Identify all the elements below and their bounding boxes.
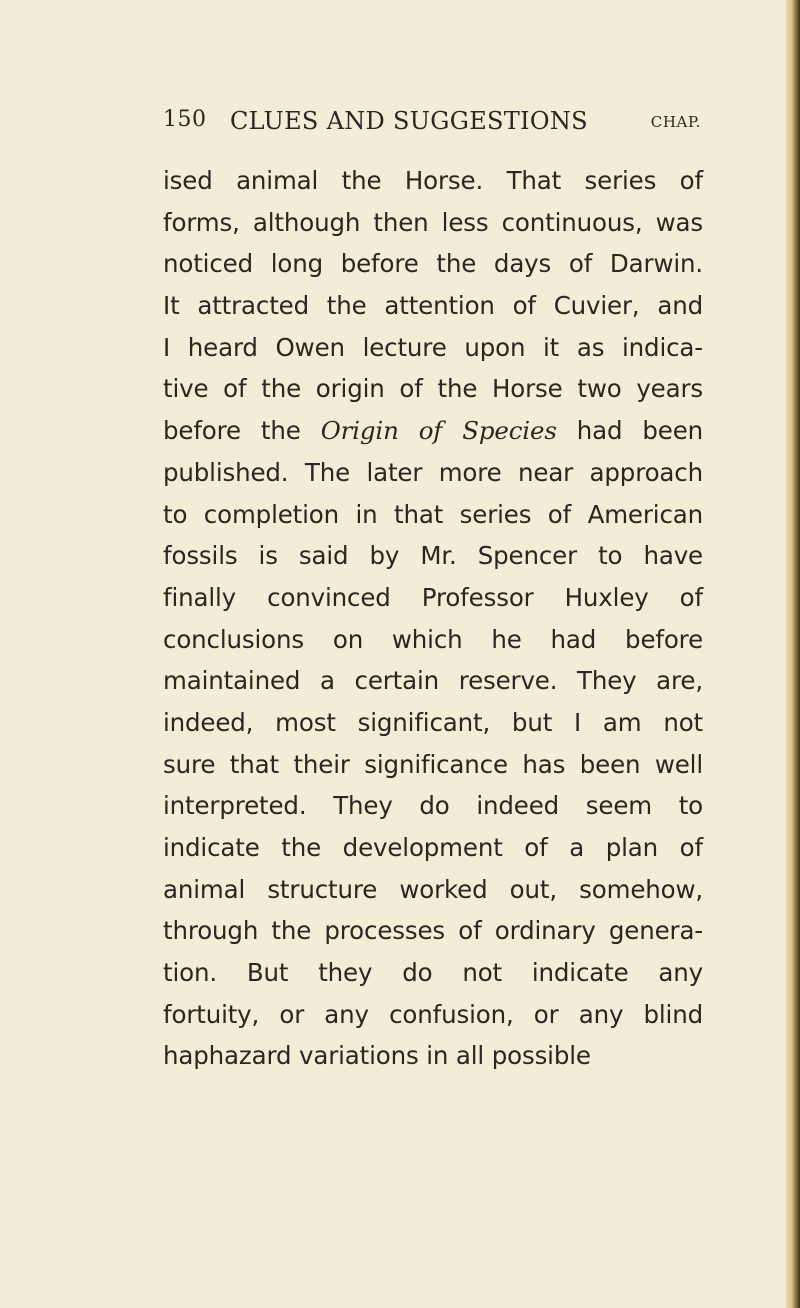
text-line: haphazard variations in all possible	[163, 1041, 591, 1071]
chapter-label: CHAP.	[650, 113, 701, 131]
text-line: published. The later more near approach	[163, 457, 703, 487]
page-edge	[786, 0, 800, 1308]
text-line: tive of the origin of the Horse two years	[163, 374, 703, 404]
text-line: fortuity, or any confusion, or any blind	[163, 999, 703, 1029]
text-line: conclusions on which he had before	[163, 624, 703, 654]
text-line: tion. But they do not indicate any	[163, 958, 703, 988]
body-text	[163, 160, 703, 1077]
text-line: I heard Owen lecture upon it as indica-	[163, 332, 703, 362]
text-line: forms, although then less continuous, was	[163, 207, 703, 237]
text-line: noticed long before the days of Darwin.	[163, 249, 703, 279]
text-segment: before the	[163, 416, 321, 446]
page-number: 150	[163, 107, 207, 132]
text-line: animal structure worked out, somehow,	[163, 874, 703, 904]
book-title-italic: Origin of Species	[320, 416, 557, 446]
text-line: ised animal the Horse. That series of	[163, 166, 703, 195]
text-line: maintained a certain reserve. They are,	[163, 666, 703, 696]
text-line: through the processes of ordinary genera-	[163, 916, 703, 946]
text-line: indeed, most significant, but I am not	[163, 707, 703, 737]
text-line: sure that their significance has been well	[163, 749, 703, 779]
text-line: fossils is said by Mr. Spencer to have	[163, 541, 703, 571]
running-head	[163, 103, 703, 143]
text-line	[163, 410, 703, 452]
text-line: It attracted the attention of Cuvier, and	[163, 291, 703, 321]
text-line: finally convinced Professor Huxley of	[163, 582, 703, 612]
text-line: to completion in that series of American	[163, 499, 703, 529]
text-segment: had been	[556, 416, 704, 446]
running-title: CLUES AND SUGGESTIONS	[230, 107, 588, 135]
text-line: indicate the development of a plan of	[163, 833, 703, 862]
text-line: interpreted. They do indeed seem to	[163, 791, 703, 821]
